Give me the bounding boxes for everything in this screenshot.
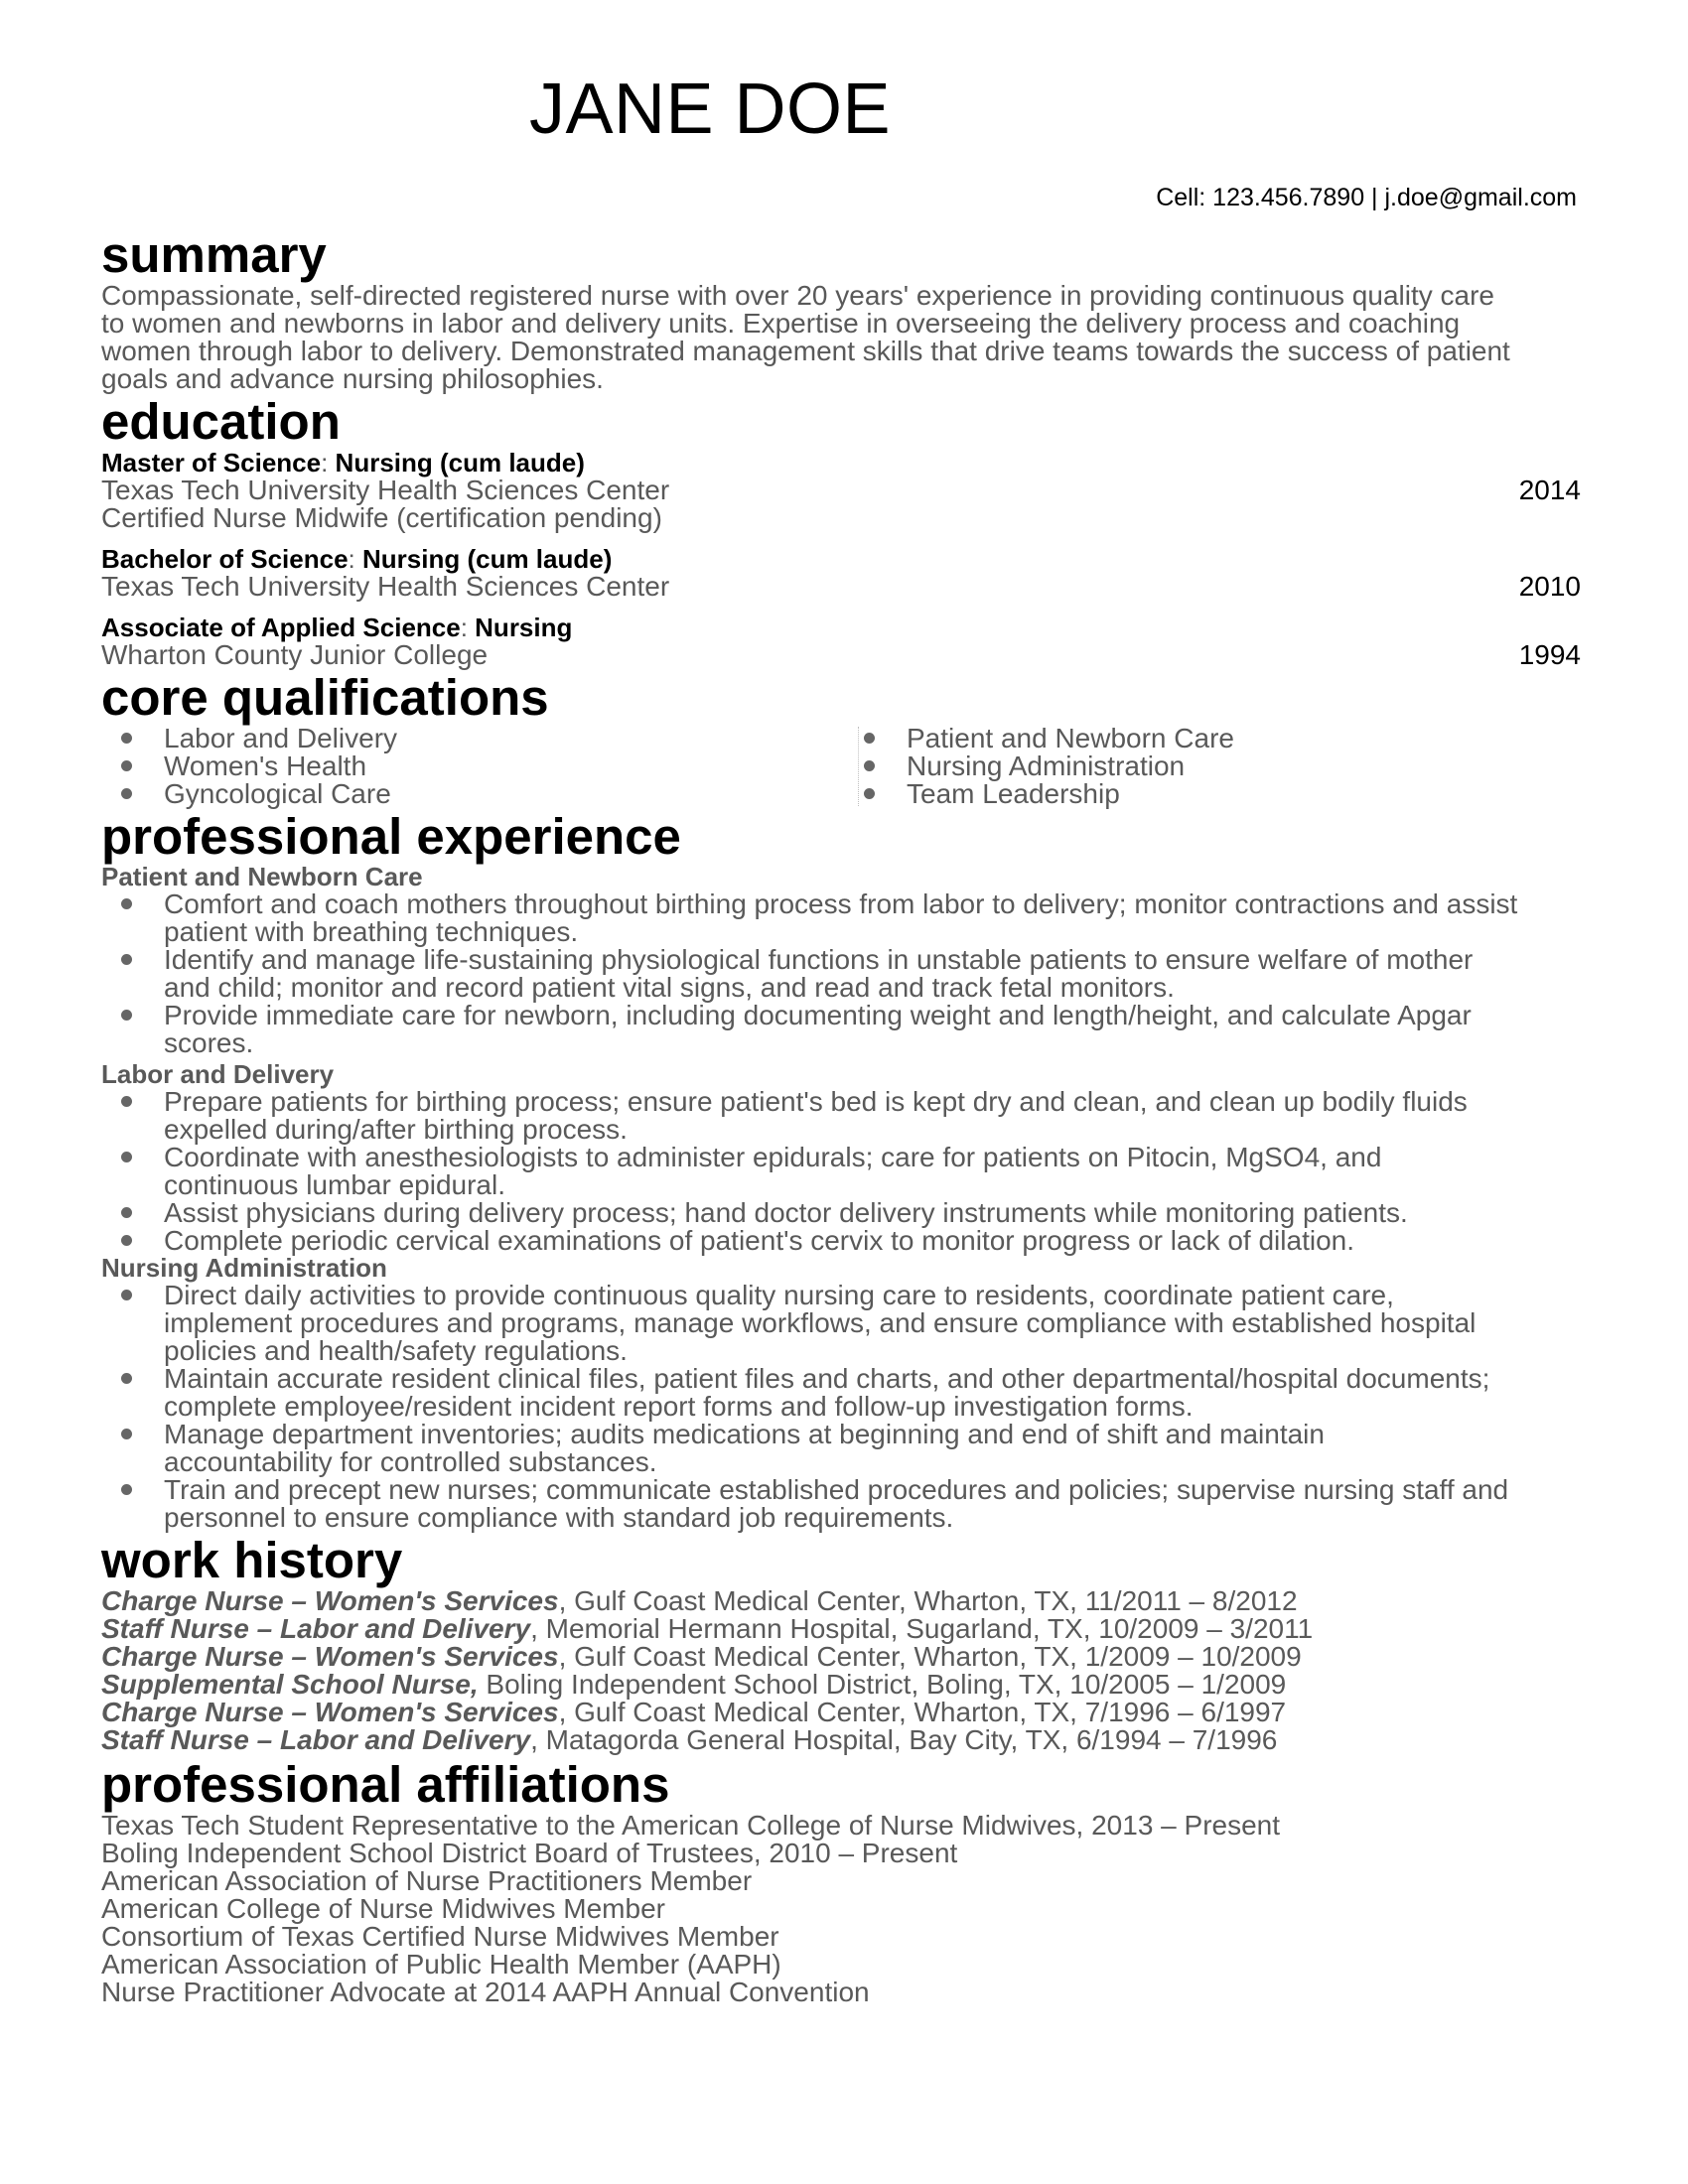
section-heading-summary: summary — [101, 226, 327, 283]
experience-line: personnel to ensure compliance with standard job requirements. — [164, 1502, 954, 1533]
affiliation-item: Texas Tech Student Representative to the American College of Nurse Midwives, 2013 – Present — [101, 1810, 1281, 1841]
qualification-label: Gyncological Care — [164, 778, 391, 809]
experience-item — [101, 1421, 1581, 1476]
affiliation-item: American Association of Nurse Practitioners Member — [101, 1865, 753, 1896]
contact-info: Cell: 123.456.7890 | j.doe@gmail.com — [1156, 184, 1577, 211]
section-heading-work-history: work history — [101, 1532, 403, 1588]
bullet-icon — [121, 1373, 132, 1384]
education-entry — [101, 449, 1581, 532]
experience-item — [101, 1002, 1581, 1057]
qualifications-column-left — [101, 725, 836, 808]
job-title: Charge Nurse – Women's Services — [101, 1697, 559, 1727]
bullet-icon — [121, 1235, 132, 1246]
affiliations-section — [101, 1758, 1581, 2006]
education-entry — [101, 545, 1581, 601]
degree-separator: : — [321, 448, 336, 478]
qualification-label: Labor and Delivery — [164, 723, 398, 753]
degree-title — [101, 614, 1581, 641]
experience-item — [101, 1199, 1581, 1227]
summary-text — [101, 282, 1581, 393]
school-name: Wharton County Junior College — [101, 639, 489, 670]
affiliation-item: Consortium of Texas Certified Nurse Midwives Member — [101, 1921, 779, 1952]
experience-list — [101, 1088, 1581, 1255]
section-heading-experience: professional experience — [101, 808, 681, 865]
experience-line: Identify and manage life-sustaining physiological functions in unstable patients to ensure welfare of mother — [164, 944, 1474, 975]
job-details: , Memorial Hermann Hospital, Sugarland, TX, 10/2009 – 3/2011 — [530, 1613, 1314, 1644]
bullet-icon — [121, 1207, 132, 1218]
qualification-item — [101, 752, 836, 780]
school-name: Texas Tech University Health Sciences Center — [101, 571, 670, 602]
degree-field: Nursing — [475, 613, 573, 642]
qualification-item — [844, 725, 1579, 752]
experience-line: Assist physicians during delivery process; hand doctor delivery instruments while monitoring patients. — [164, 1197, 1408, 1228]
resume-content — [101, 228, 1581, 2006]
job-details: , Matagorda General Hospital, Bay City, TX, 6/1994 – 7/1996 — [530, 1724, 1278, 1755]
qualifications-grid — [101, 725, 1581, 808]
bullet-icon — [121, 898, 132, 909]
experience-group-title: Nursing Administration — [101, 1253, 387, 1283]
experience-item — [101, 946, 1581, 1002]
qualification-label: Nursing Administration — [907, 751, 1186, 781]
qualifications-column-right — [844, 725, 1579, 808]
graduation-year: 1994 — [1518, 639, 1581, 670]
experience-item — [101, 890, 1581, 946]
degree-name: Master of Science — [101, 448, 322, 478]
experience-item — [101, 1365, 1581, 1421]
bullet-icon — [864, 733, 875, 744]
experience-item — [101, 1282, 1581, 1365]
bullet-icon — [121, 1429, 132, 1439]
degree-name: Associate of Applied Science — [101, 613, 461, 642]
qualification-label: Team Leadership — [907, 778, 1120, 809]
work-history-entry — [101, 1699, 1581, 1726]
experience-line: Prepare patients for birthing process; ensure patient's bed is kept dry and clean, and clean up bodily fluids — [164, 1086, 1468, 1117]
bullet-icon — [121, 788, 132, 799]
experience-line: Maintain accurate resident clinical files, patient files and charts, and other departmental/hospital documents; — [164, 1363, 1490, 1394]
affiliation-item: Boling Independent School District Board of Trustees, 2010 – Present — [101, 1838, 958, 1868]
experience-line: and child; monitor and record patient vital signs, and read and track fetal monitors. — [164, 972, 1175, 1003]
experience-line: Direct daily activities to provide continuous quality nursing care to residents, coordinate patient care, — [164, 1280, 1394, 1310]
summary-line: to women and newborns in labor and delivery units. Expertise in overseeing the delivery process and coaching — [101, 308, 1461, 339]
job-details: , Gulf Coast Medical Center, Wharton, TX, 7/1996 – 6/1997 — [558, 1697, 1287, 1727]
bullet-icon — [864, 788, 875, 799]
experience-line: Train and precept new nurses; communicate established procedures and policies; supervise nursing staff and — [164, 1474, 1509, 1505]
candidate-name: JANE DOE — [528, 69, 892, 149]
experience-line: policies and health/safety regulations. — [164, 1335, 628, 1366]
work-history-entry — [101, 1671, 1581, 1699]
experience-line: scores. — [164, 1027, 254, 1058]
experience-line: Coordinate with anesthesiologists to administer epidurals; care for patients on Pitocin, MgSO4, and — [164, 1142, 1382, 1172]
bullet-icon — [121, 1290, 132, 1300]
bullet-icon — [121, 954, 132, 965]
qualification-item — [101, 780, 836, 808]
job-details: , Gulf Coast Medical Center, Wharton, TX, 1/2009 – 10/2009 — [558, 1641, 1302, 1672]
qualification-item — [844, 752, 1579, 780]
summary-line: Compassionate, self-directed registered nurse with over 20 years' experience in providing continuous quality care — [101, 280, 1494, 311]
degree-separator: : — [460, 613, 476, 642]
experience-section — [101, 810, 1581, 1532]
qualification-label: Women's Health — [164, 751, 367, 781]
experience-line: Complete periodic cervical examinations of patient's cervix to monitor progress or lack of dilation. — [164, 1225, 1354, 1256]
job-title: Staff Nurse – Labor and Delivery — [101, 1724, 531, 1755]
bullet-icon — [121, 760, 132, 771]
job-title: Charge Nurse – Women's Services — [101, 1641, 559, 1672]
degree-field: Nursing (cum laude) — [362, 544, 613, 574]
experience-line: patient with breathing techniques. — [164, 916, 579, 947]
job-title: Staff Nurse – Labor and Delivery — [101, 1613, 531, 1644]
qualifications-section — [101, 671, 1581, 808]
experience-item — [101, 1476, 1581, 1532]
bullet-icon — [121, 1010, 132, 1021]
experience-item — [101, 1144, 1581, 1199]
affiliation-item: American College of Nurse Midwives Member — [101, 1893, 665, 1924]
section-heading-affiliations: professional affiliations — [101, 1756, 670, 1813]
experience-group-title: Patient and Newborn Care — [101, 862, 423, 891]
degree-title — [101, 449, 1581, 477]
experience-list — [101, 890, 1581, 1057]
work-history-entry — [101, 1615, 1581, 1643]
job-title: Supplemental School Nurse, — [101, 1669, 479, 1700]
work-history-entry — [101, 1726, 1581, 1754]
affiliation-item: American Association of Public Health Member (AAPH) — [101, 1949, 781, 1979]
experience-item — [101, 1088, 1581, 1144]
section-heading-qualifications: core qualifications — [101, 669, 549, 726]
bullet-icon — [121, 1096, 132, 1107]
job-details: , Gulf Coast Medical Center, Wharton, TX, 11/2011 – 8/2012 — [558, 1585, 1298, 1616]
degree-field: Nursing (cum laude) — [335, 448, 585, 478]
education-section — [101, 395, 1581, 669]
experience-line: Provide immediate care for newborn, including documenting weight and length/height, and calculate Apgar — [164, 1000, 1472, 1030]
experience-line: accountability for controlled substances. — [164, 1446, 657, 1477]
section-heading-education: education — [101, 393, 341, 450]
education-note: Certified Nurse Midwife (certification pending) — [101, 502, 662, 533]
experience-line: Comfort and coach mothers throughout birthing process from labor to delivery; monitor contractions and assist — [164, 888, 1518, 919]
summary-line: goals and advance nursing philosophies. — [101, 363, 604, 394]
bullet-icon — [121, 733, 132, 744]
education-entry — [101, 614, 1581, 669]
experience-line: implement procedures and programs, manage workflows, and ensure compliance with established hospital — [164, 1307, 1477, 1338]
summary-line: women through labor to delivery. Demonstrated management skills that drive teams towards the success of patient — [101, 336, 1510, 366]
school-name: Texas Tech University Health Sciences Center — [101, 475, 670, 505]
experience-line: complete employee/resident incident report forms and follow-up investigation forms. — [164, 1391, 1194, 1422]
summary-section — [101, 228, 1581, 393]
experience-item — [101, 1227, 1581, 1255]
experience-line: expelled during/after birthing process. — [164, 1114, 628, 1145]
work-history-entry — [101, 1643, 1581, 1671]
bullet-icon — [121, 1484, 132, 1495]
degree-separator: : — [348, 544, 362, 574]
experience-group-title: Labor and Delivery — [101, 1059, 335, 1089]
bullet-icon — [121, 1152, 132, 1162]
graduation-year: 2010 — [1518, 571, 1581, 602]
work-history-section — [101, 1534, 1581, 1754]
job-title: Charge Nurse – Women's Services — [101, 1585, 559, 1616]
experience-list — [101, 1282, 1581, 1532]
work-history-entry — [101, 1587, 1581, 1615]
experience-line: Manage department inventories; audits medications at beginning and end of shift and maintain — [164, 1419, 1325, 1449]
job-details: Boling Independent School District, Boling, TX, 10/2005 – 1/2009 — [478, 1669, 1287, 1700]
qualification-item — [844, 780, 1579, 808]
degree-title — [101, 545, 1581, 573]
qualification-item — [101, 725, 836, 752]
graduation-year: 2014 — [1518, 475, 1581, 505]
qualification-label: Patient and Newborn Care — [907, 723, 1234, 753]
degree-name: Bachelor of Science — [101, 544, 349, 574]
bullet-icon — [864, 760, 875, 771]
experience-line: continuous lumbar epidural. — [164, 1169, 505, 1200]
affiliation-item: Nurse Practitioner Advocate at 2014 AAPH Annual Convention — [101, 1977, 870, 2007]
